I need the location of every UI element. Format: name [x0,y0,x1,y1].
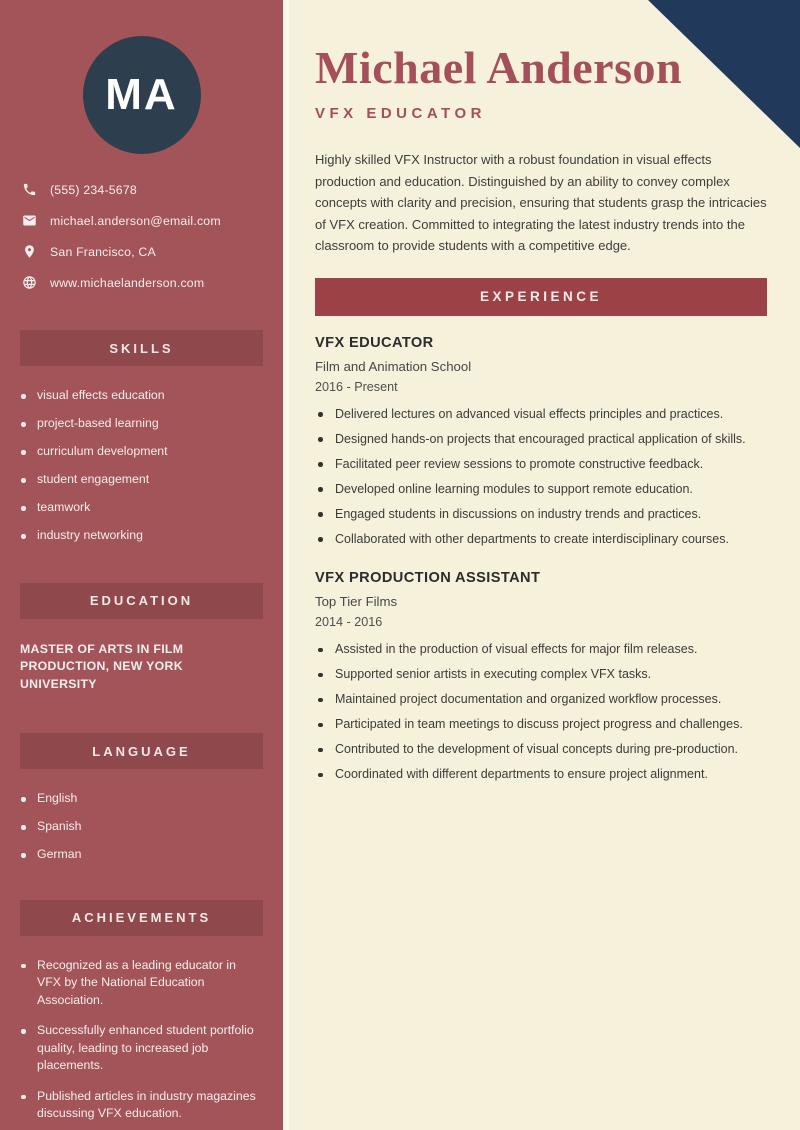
skill-item: project-based learning [20,415,263,433]
contact-website [22,275,261,290]
job-bullet-list [315,408,775,547]
job-bullet: Contributed to the development of visual concepts during pre-production. [315,743,775,757]
language-section-header [20,733,263,769]
skill-item: industry networking [20,527,263,545]
job-bullet: Facilitated peer review sessions to promote constructive feedback. [315,458,775,472]
language-list [20,790,263,864]
person-role: VFX EDUCATOR [315,105,486,122]
job-bullet: Assisted in the production of visual effects for major film releases. [315,643,775,657]
sidebar [0,0,283,1130]
job-title: VFX PRODUCTION ASSISTANT [315,570,541,586]
achievement-item: Published articles in industry magazines discussing VFX education. [20,1088,263,1123]
job-company: Film and Animation School [315,358,472,374]
language-item: English [20,790,263,808]
contact-email [22,213,261,228]
achievements-section-header [20,900,263,936]
skill-item: teamwork [20,499,263,517]
job-bullet: Participated in team meetings to discuss project progress and challenges. [315,718,775,732]
achievements-list [20,957,263,1123]
globe-icon [22,275,37,290]
skill-item: student engagement [20,471,263,489]
education-degree: MASTER OF ARTS IN FILM PRODUCTION, NEW YORK UNIVERSITY [20,641,184,691]
skill-item: visual effects education [20,387,263,405]
profile-summary: Highly skilled VFX Instructor with a robust foundation in visual effects production and education. Distinguished by an ability to convey complex concepts with clarity and precision, ensuring that students grasp the intricacies of VFX creation. Committed to integrating the latest industry trends into the classroom to provide students with a competitive edge. [315,152,767,253]
job-bullet: Maintained project documentation and organized workflow processes. [315,693,775,707]
skills-section-header [20,330,263,366]
achievement-item: Successfully enhanced student portfolio quality, leading to increased job placements. [20,1022,263,1075]
job-bullet: Developed online learning modules to support remote education. [315,483,775,497]
avatar-initials: MA [105,70,178,119]
page-title: Michael Anderson [315,42,683,93]
job-bullet: Engaged students in discussions on industry trends and practices. [315,508,775,522]
language-item: German [20,846,263,864]
job-bullet: Supported senior artists in executing complex VFX tasks. [315,668,775,682]
email-address: michael.anderson@email.com [50,213,221,228]
job-title: VFX EDUCATOR [315,334,434,351]
language-item: Spanish [20,818,263,836]
achievements-section-title: ACHIEVEMENTS [71,910,212,925]
phone-icon [22,182,37,197]
resume-main [289,0,800,1130]
job-bullet: Coordinated with different departments to ensure project alignment. [315,768,775,782]
phone-number: (555) 234-5678 [50,182,137,197]
job-entry [315,335,775,547]
job-bullet-list [315,643,775,782]
skill-item: curriculum development [20,443,263,461]
job-company: Top Tier Films [315,594,398,609]
job-dates: 2014 - 2016 [315,615,383,629]
job-entry [315,570,775,782]
job-bullet: Designed hands-on projects that encouraged practical application of skills. [315,433,775,447]
location-icon [22,244,37,259]
job-bullet: Delivered lectures on advanced visual effects principles and practices. [315,408,775,422]
job-bullet: Collaborated with other departments to create interdisciplinary courses. [315,533,775,547]
language-section-title: LANGUAGE [92,743,191,759]
website-url: www.michaelanderson.com [50,275,205,290]
education-section-title: EDUCATION [89,593,194,608]
achievement-item: Recognized as a leading educator in VFX by the National Education Association. [20,957,263,1010]
contact-location [22,244,261,259]
email-icon [22,213,37,228]
skills-list [20,387,263,545]
education-section-header [20,583,263,619]
contact-phone [22,182,261,197]
skills-section-title: SKILLS [109,340,174,356]
experience-section-title: EXPERIENCE [479,289,603,304]
job-dates: 2016 - Present [315,379,398,394]
experience-section-banner [315,278,767,316]
avatar [83,36,201,154]
contact-section [0,182,283,290]
location-text: San Francisco, CA [50,244,156,259]
